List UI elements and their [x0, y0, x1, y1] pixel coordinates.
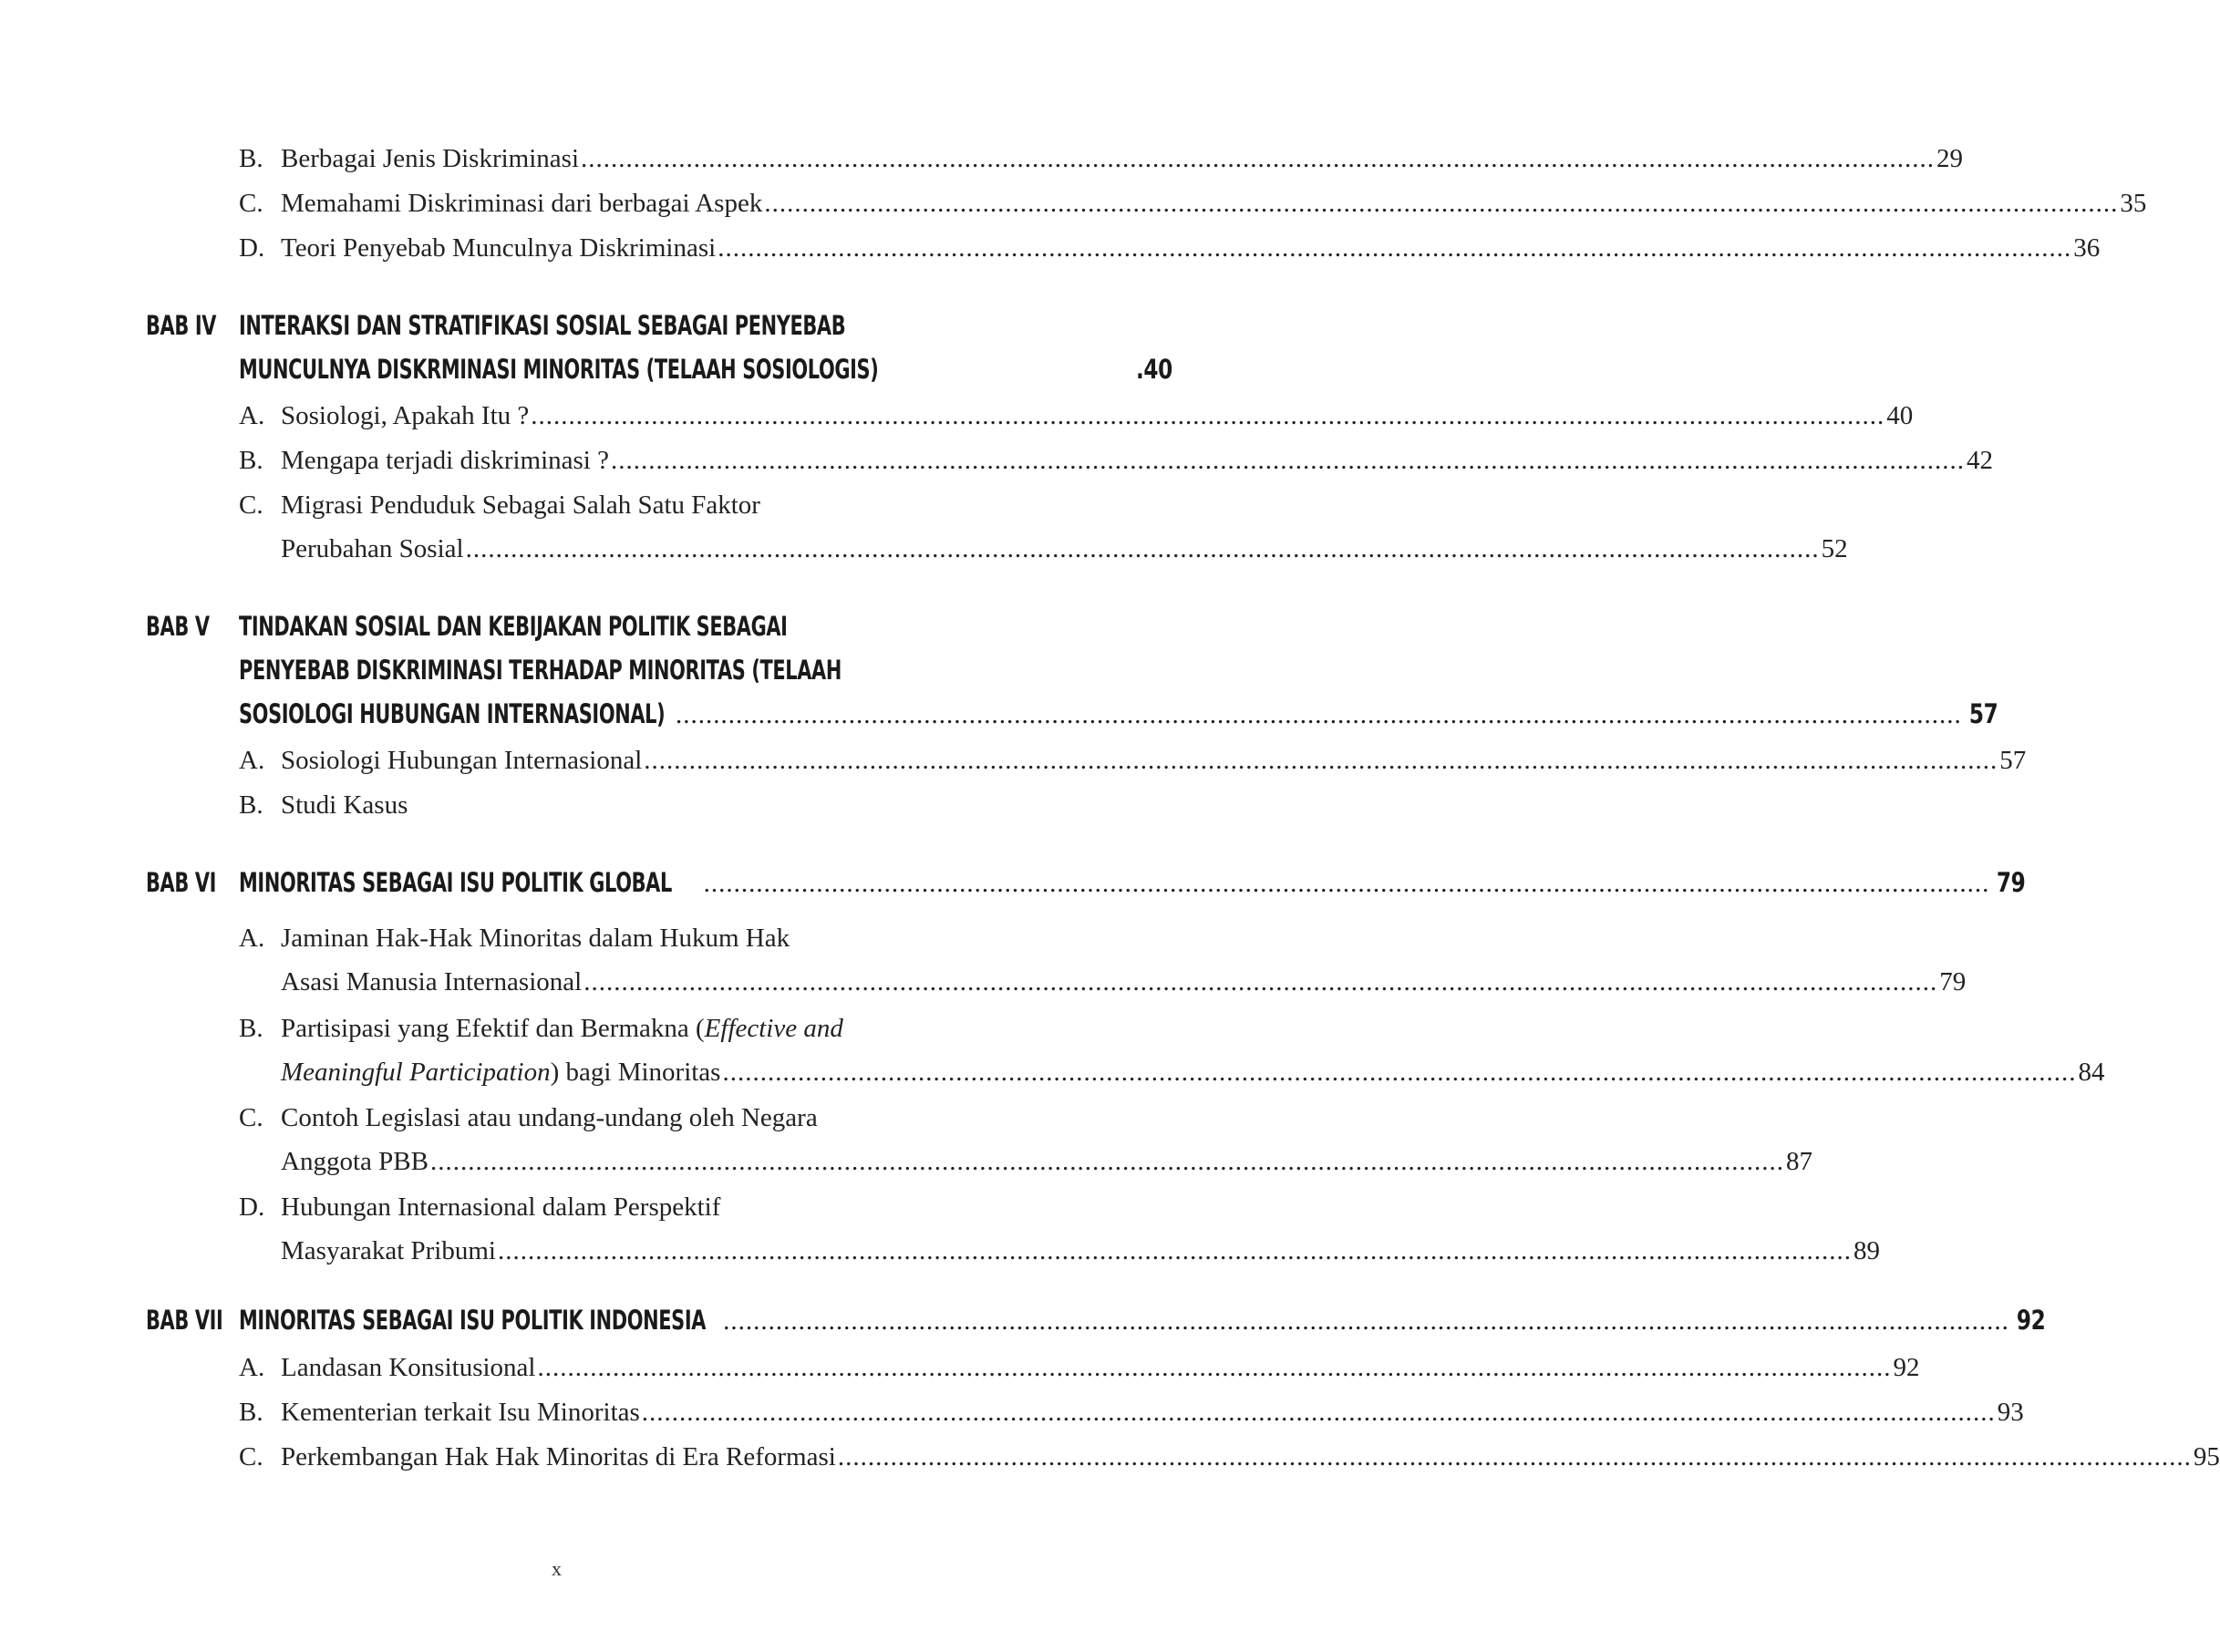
entry-title-italic: Effective and	[704, 1014, 843, 1043]
leader-dots	[642, 1390, 1996, 1434]
leader-dots	[764, 181, 2118, 225]
entry-title-cont: Perubahan Sosial	[281, 534, 464, 563]
toc-entry	[239, 137, 1964, 181]
entry-page: 57	[1999, 746, 2027, 775]
entry-title: Contoh Legislasi atau undang-undang oleh Negara	[281, 1103, 818, 1132]
entry-letter: D.	[239, 1193, 265, 1222]
entry-title-italic: Meaningful Participation	[281, 1058, 551, 1087]
entry-letter: D.	[239, 233, 265, 263]
entry-page: 93	[1997, 1398, 2024, 1427]
chapter-page: 57	[1968, 698, 1998, 729]
chapter-heading	[146, 304, 1173, 391]
leader-dots	[531, 394, 1884, 438]
chapter-heading	[146, 1298, 2046, 1342]
entry-letter: A.	[239, 924, 265, 953]
entry-title: Teori Penyebab Munculnya Diskriminasi	[281, 233, 717, 263]
entry-page: 87	[1785, 1147, 1812, 1176]
entry-letter: C.	[239, 1442, 263, 1471]
toc-entry	[239, 1007, 2105, 1094]
leader-dots	[704, 862, 1990, 905]
chapter-title: TINDAKAN SOSIAL DAN KEBIJAKAN POLITIK SEBAGAI	[239, 611, 788, 642]
toc-entry	[239, 181, 2147, 225]
chapter-number: BAB IV	[146, 310, 217, 341]
leader-dots	[838, 1435, 2192, 1479]
entry-title: Landasan Konsitusional	[281, 1353, 536, 1382]
entry-title: Mengapa terjadi diskriminasi ?	[281, 446, 609, 475]
entry-letter: B.	[239, 446, 263, 475]
leader-dots	[644, 738, 1998, 782]
chapter-heading	[146, 861, 2026, 904]
entry-page: 40	[1886, 401, 1914, 430]
entry-letter: B.	[239, 1014, 263, 1043]
entry-title: Migrasi Penduduk Sebagai Salah Satu Faktor	[281, 490, 760, 520]
chapter-title: INTERAKSI DAN STRATIFIKASI SOSIAL SEBAGAI PENYEBAB	[239, 310, 846, 341]
entry-page: 42	[1966, 446, 1993, 475]
toc-entry	[239, 783, 977, 827]
entry-letter: A.	[239, 401, 265, 430]
entry-page: 52	[1821, 534, 1848, 563]
toc-entry	[239, 1096, 1812, 1183]
toc-entry	[239, 738, 2027, 782]
toc-entry	[239, 1435, 2220, 1479]
entry-page: 36	[2073, 233, 2101, 263]
entry-letter: C.	[239, 490, 263, 520]
entry-letter: B.	[239, 1398, 263, 1427]
entry-title: Perkembangan Hak Hak Minoritas di Era Reformasi	[281, 1442, 836, 1471]
toc-entry	[239, 439, 1993, 482]
entry-page: 35	[2120, 189, 2147, 218]
chapter-title: PENYEBAB DISKRIMINASI TERHADAP MINORITAS (TELAAH	[239, 655, 842, 686]
chapter-page: 79	[1997, 867, 2026, 898]
entry-letter: C.	[239, 189, 263, 218]
chapter-title: MINORITAS SEBAGAI ISU POLITIK GLOBAL	[239, 867, 672, 898]
entry-letter: A.	[239, 1353, 265, 1382]
leader-dots	[611, 439, 1965, 482]
entry-title: Memahami Diskriminasi dari berbagai Aspek	[281, 189, 763, 218]
chapter-title: MINORITAS SEBAGAI ISU POLITIK INDONESIA	[239, 1305, 707, 1336]
toc-entry	[239, 394, 1914, 438]
entry-page: 95	[2193, 1442, 2220, 1471]
entry-title: Sosiologi, Apakah Itu ?	[281, 401, 530, 430]
toc-entry	[239, 1346, 1920, 1389]
leader-dots	[498, 1229, 1852, 1273]
chapter-page: 92	[2016, 1305, 2046, 1336]
leader-dots	[723, 1299, 2009, 1343]
entry-title-text: Partisipasi yang Efektif dan Bermakna (	[281, 1014, 705, 1043]
entry-title	[281, 1007, 843, 1050]
chapter-title: MUNCULNYA DISKRMINASI MINORITAS (TELAAH SOSIOLOGIS)	[239, 354, 879, 385]
entry-title-text: ) bagi Minoritas	[550, 1058, 721, 1087]
entry-page: 84	[2078, 1058, 2105, 1087]
entry-title: Hubungan Internasional dalam Perspektif	[281, 1193, 721, 1222]
entry-title-cont: Anggota PBB	[281, 1147, 429, 1176]
chapter-title: SOSIOLOGI HUBUNGAN INTERNASIONAL)	[239, 698, 666, 729]
chapter-number: BAB VI	[146, 867, 217, 898]
entry-letter: A.	[239, 746, 265, 775]
chapter-heading	[146, 604, 1998, 736]
toc-entry	[239, 1390, 2024, 1434]
toc-entry	[239, 1185, 1880, 1273]
chapter-number: BAB VII	[146, 1305, 223, 1336]
entry-letter: B.	[239, 790, 263, 820]
entry-letter: B.	[239, 144, 263, 173]
chapter-number: BAB V	[146, 611, 210, 642]
toc-entry	[239, 226, 2101, 270]
entry-title: Sosiologi Hubungan Internasional	[281, 746, 643, 775]
leader-dots	[583, 960, 1937, 1004]
entry-title: Kementerian terkait Isu Minoritas	[281, 1398, 640, 1427]
entry-title-cont: Masyarakat Pribumi	[281, 1236, 496, 1265]
entry-letter: C.	[239, 1103, 263, 1132]
entry-title-cont	[281, 1050, 720, 1094]
leader-dots	[430, 1140, 1784, 1183]
entry-title: Studi Kasus	[281, 790, 408, 820]
leader-dots	[466, 527, 1820, 571]
leader-dots	[718, 226, 2071, 270]
entry-title-cont: Asasi Manusia Internasional	[281, 967, 583, 996]
leader-dots	[537, 1346, 1891, 1389]
leader-dots	[676, 693, 1962, 737]
page-number: x	[552, 1557, 562, 1580]
entry-title: Jaminan Hak-Hak Minoritas dalam Hukum Hak	[281, 924, 790, 953]
entry-title: Berbagai Jenis Diskriminasi	[281, 144, 580, 173]
leader-dots	[722, 1050, 2076, 1094]
toc-entry	[239, 483, 1848, 571]
chapter-page: .40	[1136, 354, 1173, 385]
leader-dots	[581, 137, 1935, 181]
entry-page: 29	[1936, 144, 1964, 173]
entry-page: 92	[1893, 1353, 1920, 1382]
entry-page: 89	[1853, 1236, 1880, 1265]
entry-page: 79	[1939, 967, 1967, 996]
toc-entry	[239, 916, 1967, 1004]
